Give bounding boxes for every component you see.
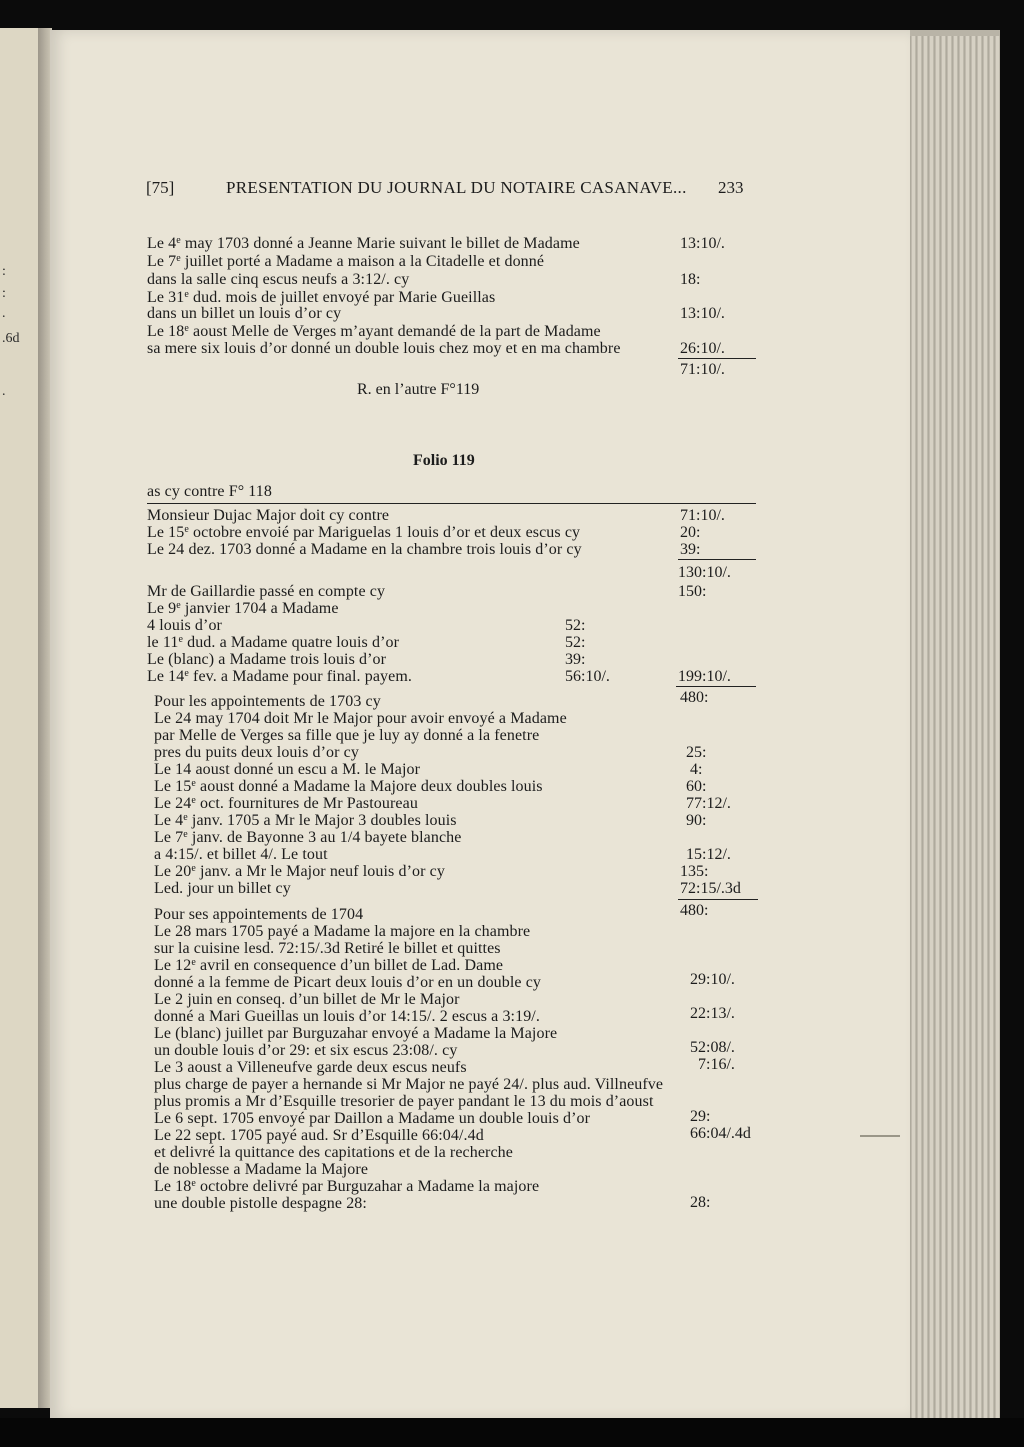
entry-line: et delivré la quittance des capitations et de la recherche: [154, 1144, 513, 1161]
entry-line: Le 7e juillet porté a Madame a maison a la Citadelle et donné: [147, 253, 545, 270]
entry-line: Monsieur Dujac Major doit cy contre: [147, 507, 390, 524]
amount: 15:12/.: [686, 846, 731, 863]
entry-line: Le 14e fev. a Madame pour final. payem.: [147, 668, 412, 685]
entry-line: Le 4e may 1703 donné a Jeanne Marie suivant le billet de Madame: [147, 235, 580, 252]
sub-amount: 52:: [565, 617, 586, 634]
entry-line: pres du puits deux louis d’or cy: [154, 744, 359, 761]
total-amount: 130:10/.: [678, 564, 731, 581]
total-rule: [676, 686, 756, 687]
amount: 7:16/.: [698, 1056, 735, 1073]
total-amount: 199:10/.: [678, 668, 731, 685]
amount: 135:: [680, 863, 709, 880]
folio-heading: Folio 119: [413, 452, 475, 469]
amount: 90:: [686, 812, 707, 829]
amount: 28:: [690, 1194, 711, 1211]
entry-line: 4 louis d’or: [147, 617, 222, 634]
entry-line: Le 22 sept. 1705 payé aud. Sr d’Esquille 66:04/.4d: [154, 1127, 484, 1144]
entry-line: a 4:15/. et billet 4/. Le tout: [154, 846, 328, 863]
amount: 60:: [686, 778, 707, 795]
sub-amount: 39:: [565, 651, 586, 668]
total-amount: 71:10/.: [680, 361, 725, 378]
entry-line: Le 6 sept. 1705 envoyé par Daillon a Madame un double louis d’or: [154, 1110, 591, 1127]
amount: 52:08/.: [690, 1039, 735, 1056]
entry-line: Le 28 mars 1705 payé a Madame la majore en la chambre: [154, 923, 531, 940]
section-rule: [147, 503, 756, 504]
entry-line: le 11e dud. a Madame quatre louis d’or: [147, 634, 400, 651]
entry-line: Le 7e janv. de Bayonne 3 au 1/4 bayete blanche: [154, 829, 462, 846]
entry-line: dans la salle cinq escus neufs a 3:12/. cy: [147, 271, 410, 288]
amount: 77:12/.: [686, 795, 731, 812]
entry-line: Le 9e janvier 1704 a Madame: [147, 600, 339, 617]
entry-line: Mr de Gaillardie passé en compte cy: [147, 583, 386, 600]
total-rule: [678, 358, 756, 359]
carry-over-line: as cy contre F° 118: [147, 483, 273, 500]
amount: 18:: [680, 271, 701, 288]
amount: 25:: [686, 744, 707, 761]
left-page-fragment: .: [2, 384, 6, 399]
entry-line: plus charge de payer a hernande si Mr Major ne payé 24/. plus aud. Villneufve: [154, 1076, 664, 1093]
entry-line: Le (blanc) a Madame trois louis d’or: [147, 651, 387, 668]
amount: 13:10/.: [680, 235, 725, 252]
entry-line: Le 24e oct. fournitures de Mr Pastoureau: [154, 795, 418, 812]
entry-line: Led. jour un billet cy: [154, 880, 291, 897]
amount: 39:: [680, 541, 701, 558]
entry-line: Le 15e octobre envoié par Mariguelas 1 louis d’or et deux escus cy: [147, 524, 581, 541]
entry-line: Le 24 may 1704 doit Mr le Major pour avoir envoyé a Madame: [154, 710, 567, 727]
entry-line: Le 15e aoust donné a Madame la Majore deux doubles louis: [154, 778, 543, 795]
entry-line: une double pistolle despagne 28:: [154, 1195, 367, 1212]
left-page-edge: [0, 28, 42, 1408]
amount: 22:13/.: [690, 1005, 735, 1022]
entry-line: Le 18e aoust Melle de Verges m’ayant demandé de la part de Madame: [147, 323, 601, 340]
amount: 26:10/.: [680, 340, 725, 357]
entry-line: dans un billet un louis d’or cy: [147, 305, 342, 322]
amount: 72:15/.3d: [680, 880, 741, 897]
bleed-through-mark: [860, 1135, 900, 1137]
book-cover-shadow: [0, 1418, 1024, 1447]
section-number: [75]: [146, 178, 175, 197]
amount: 29:: [690, 1108, 711, 1125]
entry-line: Le 31e dud. mois de juillet envoyé par Marie Gueillas: [147, 289, 496, 306]
page-number: 233: [718, 178, 744, 197]
entry-line: Pour ses appointements de 1704: [154, 906, 364, 923]
entry-line: Pour les appointements de 1703 cy: [154, 693, 381, 710]
amount: 480:: [680, 689, 709, 706]
sub-amount: 52:: [565, 634, 586, 651]
entry-line: de noblesse a Madame la Majore: [154, 1161, 369, 1178]
amount: 20:: [680, 524, 701, 541]
entry-line: un double louis d’or 29: et six escus 23:08/. cy: [154, 1042, 458, 1059]
entry-line: donné a Mari Gueillas un louis d’or 14:15/. 2 escus a 3:19/.: [154, 1008, 540, 1025]
total-rule: [678, 559, 756, 560]
page-stack-edges: [900, 36, 1000, 1418]
left-page-fragment: :: [2, 286, 6, 301]
left-page-fragment: :: [2, 264, 6, 279]
entry-line: Le 12e avril en consequence d’un billet de Lad. Dame: [154, 957, 504, 974]
cross-reference: R. en l’autre F°119: [357, 381, 480, 398]
running-title: PRESENTATION DU JOURNAL DU NOTAIRE CASANAVE...: [226, 178, 687, 197]
entry-line: plus promis a Mr d’Esquille tresorier de payer pandant le 13 du mois d’aoust: [154, 1093, 654, 1110]
entry-line: Le 20e janv. a Mr le Major neuf louis d’or cy: [154, 863, 445, 880]
amount: 4:: [690, 761, 703, 778]
sub-amount: 56:10/.: [565, 668, 610, 685]
left-page-fragment: .6d: [2, 331, 20, 346]
entry-line: sur la cuisine lesd. 72:15/.3d Retiré le billet et quittes: [154, 940, 501, 957]
left-page-fragment: .: [2, 306, 6, 321]
total-rule: [678, 899, 758, 900]
entry-line: Le (blanc) juillet par Burguzahar envoyé a Madame la Majore: [154, 1025, 558, 1042]
amount: 66:04/.4d: [690, 1125, 751, 1142]
amount: 13:10/.: [680, 305, 725, 322]
entry-line: Le 2 juin en conseq. d’un billet de Mr le Major: [154, 991, 460, 1008]
entry-line: Le 4e janv. 1705 a Mr le Major 3 doubles louis: [154, 812, 457, 829]
amount: 480:: [680, 902, 709, 919]
entry-line: Le 24 dez. 1703 donné a Madame en la chambre trois louis d’or cy: [147, 541, 582, 558]
amount: 29:10/.: [690, 971, 735, 988]
entry-line: Le 14 aoust donné un escu a M. le Major: [154, 761, 421, 778]
entry-line: Le 18e octobre delivré par Burguzahar a Madame la majore: [154, 1178, 540, 1195]
amount: 150:: [678, 583, 707, 600]
entry-line: sa mere six louis d’or donné un double louis chez moy et en ma chambre: [147, 340, 621, 357]
amount: 71:10/.: [680, 507, 725, 524]
entry-line: par Melle de Verges sa fille que je luy ay donné a la fenetre: [154, 727, 540, 744]
entry-line: Le 3 aoust a Villeneufve garde deux escus neufs: [154, 1059, 467, 1076]
entry-line: donné a la femme de Picart deux louis d’or en un double cy: [154, 974, 542, 991]
